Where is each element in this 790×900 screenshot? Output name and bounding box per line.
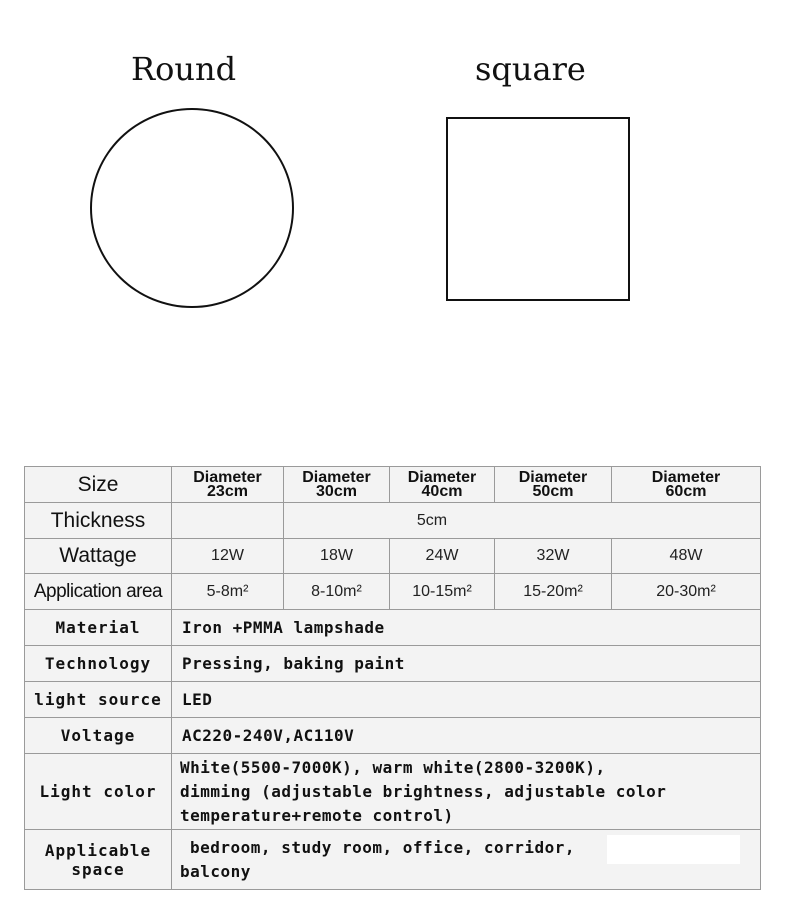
space-label-line: Applicable — [44, 840, 152, 860]
light-color-line: temperature+remote control) — [180, 805, 454, 825]
thickness-label: Thickness — [25, 503, 172, 539]
size-cell — [495, 467, 612, 503]
technology-value: Pressing, baking paint — [172, 646, 761, 682]
voltage-value: AC220-240V,AC110V — [172, 718, 761, 754]
round-lamp-shape — [90, 108, 294, 308]
area-value: 20-30m² — [612, 574, 761, 610]
square-lamp-shape — [446, 117, 630, 301]
size-cell — [284, 467, 390, 503]
size-bottom: 40cm — [421, 482, 463, 500]
space-label-line: space — [71, 859, 125, 879]
material-label: Material — [25, 610, 172, 646]
area-value: 15-20m² — [495, 574, 612, 610]
light-color-value — [172, 754, 761, 830]
size-label: Size — [25, 467, 172, 503]
area-row — [25, 574, 761, 610]
light-source-value: LED — [172, 682, 761, 718]
wattage-value: 32W — [495, 539, 612, 574]
technology-row — [25, 646, 761, 682]
wattage-label: Wattage — [25, 539, 172, 574]
voltage-label: Voltage — [25, 718, 172, 754]
wattage-value: 48W — [612, 539, 761, 574]
size-row — [25, 467, 761, 503]
thickness-value: 5cm — [284, 503, 761, 539]
size-cell — [172, 467, 284, 503]
thickness-row — [25, 503, 761, 539]
light-color-line: dimming (adjustable brightness, adjustable color — [180, 781, 667, 801]
area-value: 8-10m² — [284, 574, 390, 610]
size-top: Diameter — [302, 468, 371, 486]
size-top: Diameter — [193, 468, 262, 486]
size-cell — [612, 467, 761, 503]
size-top: Diameter — [651, 468, 721, 486]
wattage-value: 24W — [390, 539, 495, 574]
light-color-line: White(5500-7000K), warm white(2800-3200K), — [180, 757, 606, 777]
round-title: Round — [131, 50, 237, 88]
spec-table — [24, 466, 761, 890]
wattage-row — [25, 539, 761, 574]
size-bottom: 30cm — [316, 482, 357, 500]
light-source-label: light source — [25, 682, 172, 718]
space-line: balcony — [180, 861, 251, 881]
size-cell — [390, 467, 495, 503]
voltage-row — [25, 718, 761, 754]
wattage-value: 18W — [284, 539, 390, 574]
area-value: 10-15m² — [390, 574, 495, 610]
material-row — [25, 610, 761, 646]
empty-cell — [172, 503, 284, 539]
square-title: square — [475, 50, 586, 88]
material-value: Iron +PMMA lampshade — [172, 610, 761, 646]
area-value: 5-8m² — [172, 574, 284, 610]
light-color-label: Light color — [25, 754, 172, 830]
space-label — [25, 830, 172, 890]
technology-label: Technology — [25, 646, 172, 682]
size-bottom: 23cm — [207, 482, 248, 500]
size-top: Diameter — [518, 468, 588, 486]
wattage-value: 12W — [172, 539, 284, 574]
space-line: bedroom, study room, office, corridor, — [190, 837, 576, 857]
size-bottom: 50cm — [532, 482, 574, 500]
size-top: Diameter — [407, 468, 477, 486]
light-color-row — [25, 754, 761, 830]
light-source-row — [25, 682, 761, 718]
area-label: Application area — [25, 574, 172, 610]
white-patch — [607, 835, 740, 864]
size-bottom: 60cm — [665, 482, 707, 500]
